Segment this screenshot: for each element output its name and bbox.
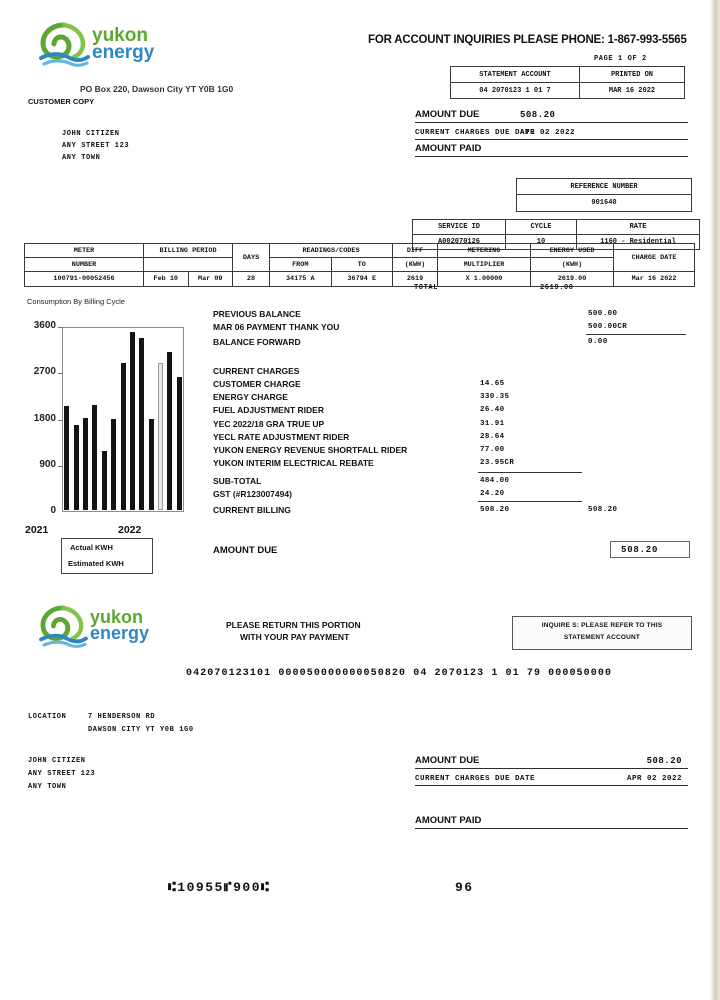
due-date-value: APR 02 2022 — [520, 129, 576, 137]
charge-item-value: 77.00 — [480, 446, 505, 454]
inquiries-phone-line: FOR ACCOUNT INQUIRIES PLEASE PHONE: 1-867-993-5565 — [368, 34, 687, 46]
statement-account-header: STATEMENT ACCOUNT — [451, 67, 580, 83]
previous-balance-label: PREVIOUS BALANCE — [213, 309, 301, 319]
logo-swirl-icon-stub — [38, 605, 88, 649]
chart-ytick-label: 2700 — [33, 366, 56, 378]
return-portion-line1: PLEASE RETURN THIS PORTION — [226, 620, 361, 630]
location-line1: 7 HENDERSON RD — [88, 713, 156, 721]
stub-customer-town: ANY TOWN — [28, 783, 67, 791]
multiplier-header-l2: MULTIPLIER — [438, 258, 531, 272]
multiplier-header-l1: METERING — [438, 244, 531, 258]
chart-bar — [149, 419, 154, 510]
current-billing-divider-rule — [478, 501, 582, 502]
reading-to-value: 36794 E — [331, 272, 393, 287]
charge-item-label: FUEL ADJUSTMENT RIDER — [213, 405, 324, 416]
legend-item-actual: Actual KWH — [70, 543, 113, 552]
chart-ytick-mark — [58, 420, 63, 421]
company-address: PO Box 220, Dawson City YT Y0B 1G0 — [80, 84, 234, 94]
micr-account-line: ⑆10955⑈900⑆ — [168, 880, 271, 895]
stub-customer-name: JOHN CITIZEN — [28, 757, 86, 765]
reference-number-value: 901640 — [517, 195, 692, 212]
meter-number-value: 100791-00052456 — [25, 272, 144, 287]
days-value: 28 — [233, 272, 270, 287]
logo-wordmark-energy-stub: energy — [90, 623, 150, 643]
chart-title: Consumption By Billing Cycle — [27, 297, 125, 306]
payment-thank-you-value: 500.00CR — [588, 323, 628, 331]
page-number: PAGE 1 OF 2 — [594, 55, 647, 63]
logo-wordmark-yukon: yukon — [92, 25, 148, 46]
stub-customer-street: ANY STREET 123 — [28, 770, 96, 778]
stub-amount-paid-label: AMOUNT PAID — [415, 815, 482, 826]
balance-forward-label: BALANCE FORWARD — [213, 337, 301, 347]
meter-total-label: TOTAL — [414, 284, 439, 292]
chart-ytick-label: 0 — [50, 505, 56, 516]
stub-due-date-value: APR 02 2022 — [626, 775, 682, 783]
inquire-line1: INQUIRE S: PLEASE REFER TO THIS — [541, 622, 663, 629]
charge-item-value: 330.35 — [480, 393, 510, 402]
stub-due-date-row — [415, 769, 688, 786]
diff-header-l1: DIFF — [393, 244, 438, 258]
reference-number-table — [516, 178, 692, 212]
logo-swirl-icon — [38, 22, 90, 68]
charge-item-label: YEC 2022/18 GRA TRUE UP — [213, 418, 325, 429]
readings-codes-header: READINGS/CODES — [270, 244, 393, 258]
chart-bar — [83, 418, 88, 510]
ocr-scanline: 042070123101 000050000000050820 04 2070123 1 01 79 000050000 — [186, 668, 613, 679]
balance-forward-value: 0.00 — [588, 338, 608, 346]
rate-value: 1160 - Residential — [577, 235, 700, 250]
chart-bar — [167, 352, 172, 510]
charge-item-label: ENERGY CHARGE — [213, 392, 288, 403]
statement-account-value: 04 2070123 1 01 7 — [451, 83, 580, 99]
readings-to-header: TO — [331, 258, 393, 272]
payment-thank-you-label: MAR 06 PAYMENT THANK YOU — [213, 322, 340, 332]
readings-from-header: FROM — [270, 258, 332, 272]
reading-from-value: 34175 A — [270, 272, 332, 287]
reference-number-header: REFERENCE NUMBER — [517, 179, 692, 195]
inquire-line2: STATEMENT ACCOUNT — [563, 634, 641, 641]
charge-date-value: Mar 16 2022 — [614, 272, 695, 287]
charge-item-value: 23.95CR — [480, 459, 515, 468]
diff-header-l2: (KWH) — [393, 258, 438, 272]
amount-paid-row[interactable] — [415, 140, 688, 157]
stub-spacer-row — [415, 786, 688, 812]
chart-bar — [130, 332, 135, 510]
amount-due-value: 508.20 — [520, 110, 556, 120]
charge-item-value: 31.91 — [480, 419, 505, 428]
customer-copy-marker: CUSTOMER COPY — [28, 97, 95, 106]
subtotal-divider-rule — [478, 472, 582, 473]
chart-bar — [158, 363, 163, 510]
printed-on-header: PRINTED ON — [580, 67, 685, 83]
chart-bar — [64, 406, 69, 510]
billing-period-header: BILLING PERIOD — [144, 244, 233, 258]
meter-number-header-l1: METER — [25, 244, 144, 258]
return-portion-line2: WITH YOUR PAY PAYMENT — [240, 632, 350, 642]
chart-ytick-mark — [58, 466, 63, 467]
charge-item-label: YECL RATE ADJUSTMENT RIDER — [213, 431, 350, 442]
legend-item-estimated: Estimated KWH — [68, 559, 124, 568]
chart-ytick-mark — [58, 327, 63, 328]
chart-ytick-label: 1800 — [33, 412, 56, 424]
customer-town: ANY TOWN — [62, 154, 101, 162]
stub-amount-due-value: 508.20 — [646, 756, 682, 766]
yukon-energy-logo-stub — [38, 605, 168, 649]
stub-amount-due-label: AMOUNT DUE — [415, 755, 480, 766]
location-line2: DAWSON CITY YT Y0B 1G0 — [88, 726, 194, 734]
charge-item-value: 26.40 — [480, 406, 505, 415]
cycle-header: CYCLE — [506, 220, 577, 235]
statement-account-table — [450, 66, 685, 99]
current-billing-label: CURRENT BILLING — [213, 505, 291, 515]
period-from-value: Feb 10 — [144, 272, 189, 287]
current-charges-heading: CURRENT CHARGES — [213, 366, 300, 376]
chart-bar — [74, 425, 79, 510]
logo-wordmark-energy: energy — [92, 42, 155, 63]
subtotal-value: 484.00 — [480, 477, 510, 485]
period-to-value: Mar 09 — [188, 272, 233, 287]
service-id-value: A002070126 — [413, 235, 506, 250]
logo-wordmark-yukon-stub: yukon — [90, 607, 144, 627]
charge-item-value: 28.64 — [480, 432, 505, 441]
diff-value: 2619 — [393, 272, 438, 287]
balance-divider-rule — [586, 334, 686, 335]
meter-total-value: 2619.00 — [540, 284, 574, 292]
gst-label: GST (#R123007494) — [213, 489, 292, 499]
chart-bar — [92, 405, 97, 510]
chart-ytick-label: 3600 — [33, 320, 56, 331]
chart-year-label-right: 2022 — [118, 524, 142, 536]
charge-item-value: 14.65 — [480, 380, 505, 388]
customer-street: ANY STREET 123 — [62, 142, 130, 150]
amount-due-summary-top — [415, 106, 688, 157]
due-date-row — [415, 123, 688, 140]
previous-balance-value: 500.00 — [588, 310, 618, 318]
meter-readings-table — [24, 243, 695, 287]
chart-bar — [121, 363, 126, 510]
due-date-label: CURRENT CHARGES DUE DATE — [415, 129, 536, 137]
charge-date-header: CHARGE DATE — [614, 244, 695, 272]
micr-check-digit: 96 — [455, 880, 474, 895]
stub-amount-paid-row[interactable] — [415, 812, 688, 829]
multiplier-value: X 1.00000 — [438, 272, 531, 287]
meter-table-row — [25, 272, 695, 287]
charge-item-label: CUSTOMER CHARGE — [213, 379, 301, 389]
charge-item-label: YUKON ENERGY REVENUE SHORTFALL RIDER — [213, 445, 408, 455]
amount-due-summary-stub — [415, 752, 688, 829]
stub-amount-due-row — [415, 752, 688, 769]
inquire-statement-box — [512, 616, 692, 650]
amount-due-row — [415, 106, 688, 123]
cycle-value: 10 — [506, 235, 577, 250]
chart-bar — [177, 377, 182, 510]
days-header: DAYS — [233, 244, 270, 272]
energy-used-header-l1: ENERGY USED — [531, 244, 614, 258]
location-label: LOCATION — [28, 713, 67, 721]
gst-value: 24.20 — [480, 490, 505, 498]
yukon-energy-logo-top — [38, 22, 168, 68]
chart-ytick-mark — [58, 373, 63, 374]
meter-number-header-l2: NUMBER — [25, 258, 144, 272]
energy-used-value: 2619.00 — [531, 272, 614, 287]
customer-name: JOHN CITIZEN — [62, 130, 120, 138]
chart-year-label-left: 2021 — [25, 524, 49, 536]
service-id-header: SERVICE ID — [413, 220, 506, 235]
stub-due-date-label: CURRENT CHARGES DUE DATE — [415, 775, 536, 783]
current-billing-total: 508.20 — [588, 506, 618, 514]
chart-bar — [102, 451, 107, 510]
energy-used-header-l2: (KWH) — [531, 258, 614, 272]
chart-bar — [111, 419, 116, 510]
scan-edge-shadow — [710, 0, 720, 1000]
amount-due-label: AMOUNT DUE — [415, 109, 480, 120]
amount-paid-label: AMOUNT PAID — [415, 143, 482, 154]
subtotal-label: SUB-TOTAL — [213, 476, 262, 486]
current-billing-value: 508.20 — [480, 506, 510, 514]
charge-item-label: YUKON INTERIM ELECTRICAL REBATE — [213, 458, 374, 469]
amount-due-label-main: AMOUNT DUE — [213, 545, 278, 556]
chart-ytick-label: 900 — [39, 458, 56, 470]
printed-on-value: MAR 16 2022 — [580, 83, 685, 99]
chart-bar — [139, 338, 144, 510]
amount-due-box-main: 508.20 — [610, 541, 690, 558]
rate-header: RATE — [577, 220, 700, 235]
